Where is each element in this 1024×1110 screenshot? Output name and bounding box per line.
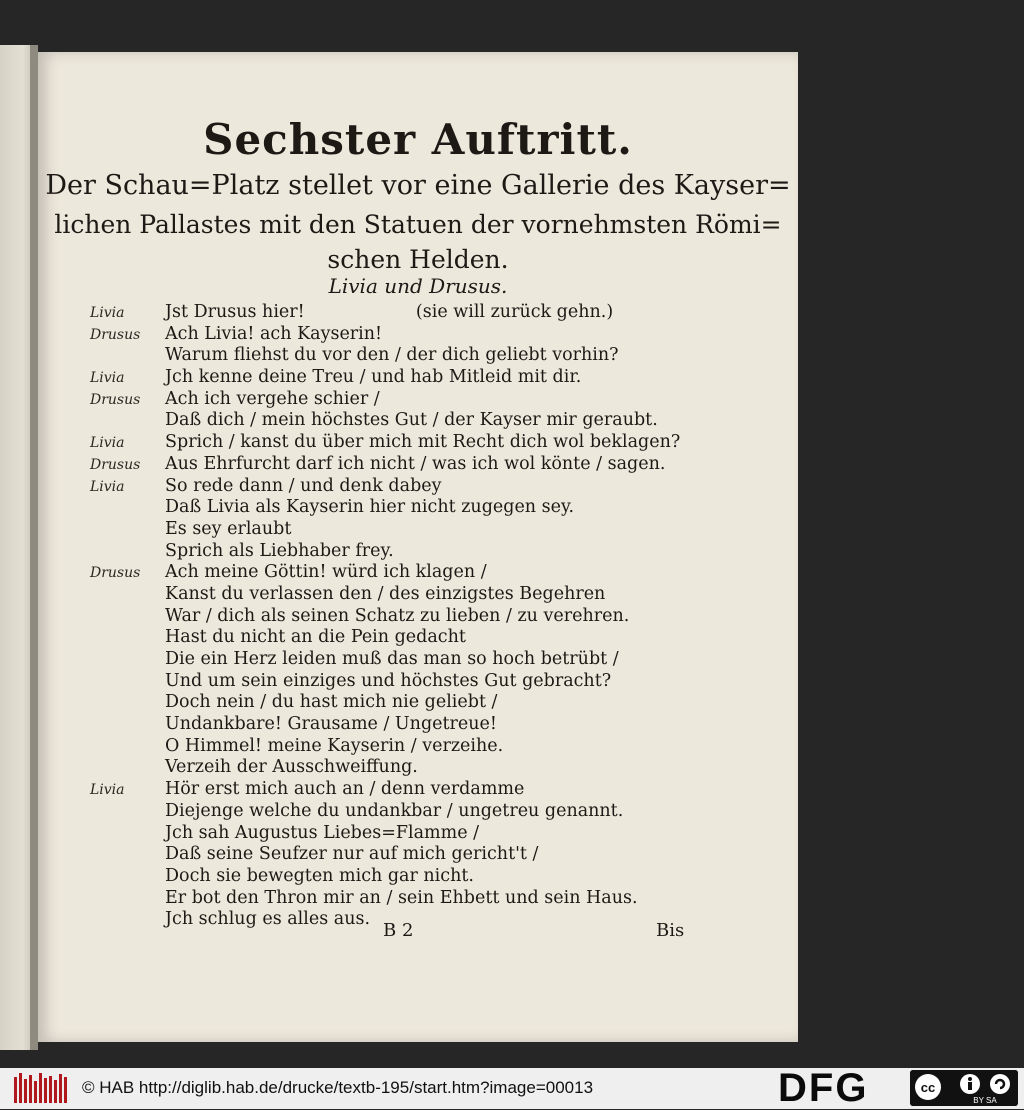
verse-text: Er bot den Thron mir an / sein Ehbett und sein Haus.	[165, 887, 638, 908]
verse-text: Doch nein / du hast mich nie geliebt /	[165, 692, 498, 713]
verse-line	[90, 736, 730, 758]
verse-text: Jch sah Augustus Liebes=Flamme /	[165, 822, 480, 843]
verse-text: Verzeih der Ausschweiffung.	[165, 757, 418, 778]
verse-text: O Himmel! meine Kayserin / verzeihe.	[165, 735, 504, 756]
viewer-footer	[0, 1068, 1024, 1109]
verse-line	[90, 324, 730, 346]
verse-line	[90, 844, 730, 866]
verse-text: War / dich als seinen Schatz zu lieben / zu verehren.	[165, 605, 630, 626]
dfg-logo: DFG	[778, 1066, 869, 1110]
verse-line	[90, 714, 730, 736]
verse-line	[90, 671, 730, 693]
verse-line	[90, 888, 730, 910]
verse-line	[90, 627, 730, 649]
verse-text: Diejenge welche du undankbar / ungetreu genannt.	[165, 800, 624, 821]
verse-line	[90, 345, 730, 367]
speaker-name: Livia	[90, 370, 125, 387]
verse-line	[90, 649, 730, 671]
verse-text: Doch sie bewegten mich gar nicht.	[165, 865, 474, 886]
verse-text: Und um sein einziges und höchstes Gut gebracht?	[165, 670, 612, 691]
signature-mark: B 2	[383, 920, 414, 941]
dialogue-block	[90, 302, 730, 931]
verse-text: Ach ich vergehe schier /	[165, 388, 380, 409]
verse-line	[90, 432, 730, 454]
verse-text: So rede dann / und denk dabey	[165, 475, 442, 496]
verse-line	[90, 866, 730, 888]
verse-line	[90, 497, 730, 519]
verse-text: Jch kenne deine Treu / und hab Mitleid mit dir.	[165, 367, 582, 388]
verse-line	[90, 823, 730, 845]
verse-text: Ach Livia! ach Kayserin!	[165, 323, 383, 344]
verse-line	[90, 519, 730, 541]
verse-text: Die ein Herz leiden muß das man so hoch betrübt /	[165, 649, 619, 669]
speaker-name: Livia	[90, 435, 125, 452]
speaker-name: Livia	[90, 478, 125, 495]
verse-text: Hör erst mich auch an / denn verdamme	[165, 779, 525, 800]
verse-line	[90, 757, 730, 779]
speaker-name: Drusus	[90, 456, 141, 473]
verse-line	[90, 476, 730, 498]
verse-text: Sprich / kanst du über mich mit Recht dich wol beklagen?	[165, 432, 681, 453]
verse-text: Jst Drusus hier! (sie will zurück gehn.)	[165, 302, 614, 322]
speaker-name: Livia	[90, 305, 125, 321]
verse-line	[90, 410, 730, 432]
verse-text: Es sey erlaubt	[165, 518, 292, 539]
verse-line	[90, 692, 730, 714]
verse-text: Daß dich / mein höchstes Gut / der Kayser mir geraubt.	[165, 410, 658, 431]
page-footer-marks	[38, 920, 798, 944]
scene-title: Sechster Auftritt.	[203, 115, 633, 164]
creative-commons-license-icon[interactable]	[910, 1070, 1018, 1106]
verse-line	[90, 606, 730, 628]
verse-line	[90, 302, 730, 324]
scanned-page	[38, 52, 798, 1042]
verse-text: Sprich als Liebhaber frey.	[165, 540, 394, 561]
verse-text: Undankbare! Grausame / Ungetreue!	[165, 714, 497, 735]
verse-text: Warum fliehst du vor den / der dich geliebt vorhin?	[165, 345, 619, 366]
catchword: Bis	[656, 920, 685, 941]
scene-description-line-1: Der Schau=Platz stellet vor eine Gallerie des Kayser=	[45, 170, 791, 201]
license-label: BY SA	[973, 1096, 997, 1105]
verse-line	[90, 367, 730, 389]
speaker-name: Livia	[90, 782, 125, 799]
verse-line	[90, 389, 730, 411]
verse-text: Kanst du verlassen den / des einzigstes Begehren	[165, 583, 606, 604]
scene-description-line-3: schen Helden.	[327, 245, 509, 274]
library-logo-icon	[14, 1073, 68, 1103]
verse-text: Daß Livia als Kayserin hier nicht zugegen sey.	[165, 497, 575, 518]
verse-line	[90, 562, 730, 584]
verse-line	[90, 801, 730, 823]
verse-line	[90, 779, 730, 801]
speaker-name: Drusus	[90, 391, 141, 408]
verse-line	[90, 584, 730, 606]
verse-text: Aus Ehrfurcht darf ich nicht / was ich wol könte / sagen.	[165, 453, 666, 474]
scene-description-line-2: lichen Pallastes mit den Statuen der vornehmsten Römi=	[54, 210, 782, 239]
persons-heading: Livia und Drusus.	[328, 274, 508, 298]
source-link[interactable]: © HAB http://diglib.hab.de/drucke/textb-195/start.htm?image=00013	[82, 1078, 594, 1097]
verse-text: Daß seine Seufzer nur auf mich gericht't /	[165, 844, 539, 865]
svg-text:cc: cc	[920, 1080, 936, 1095]
verse-text: Jch schlug es alles aus.	[165, 909, 371, 930]
verse-line	[90, 454, 730, 476]
book-gutter	[30, 45, 38, 1050]
speaker-name: Drusus	[90, 565, 141, 582]
verse-line	[90, 541, 730, 563]
verse-text: Hast du nicht an die Pein gedacht	[165, 627, 466, 648]
speaker-name: Drusus	[90, 326, 141, 343]
verse-text: Ach meine Göttin! würd ich klagen /	[165, 562, 487, 583]
